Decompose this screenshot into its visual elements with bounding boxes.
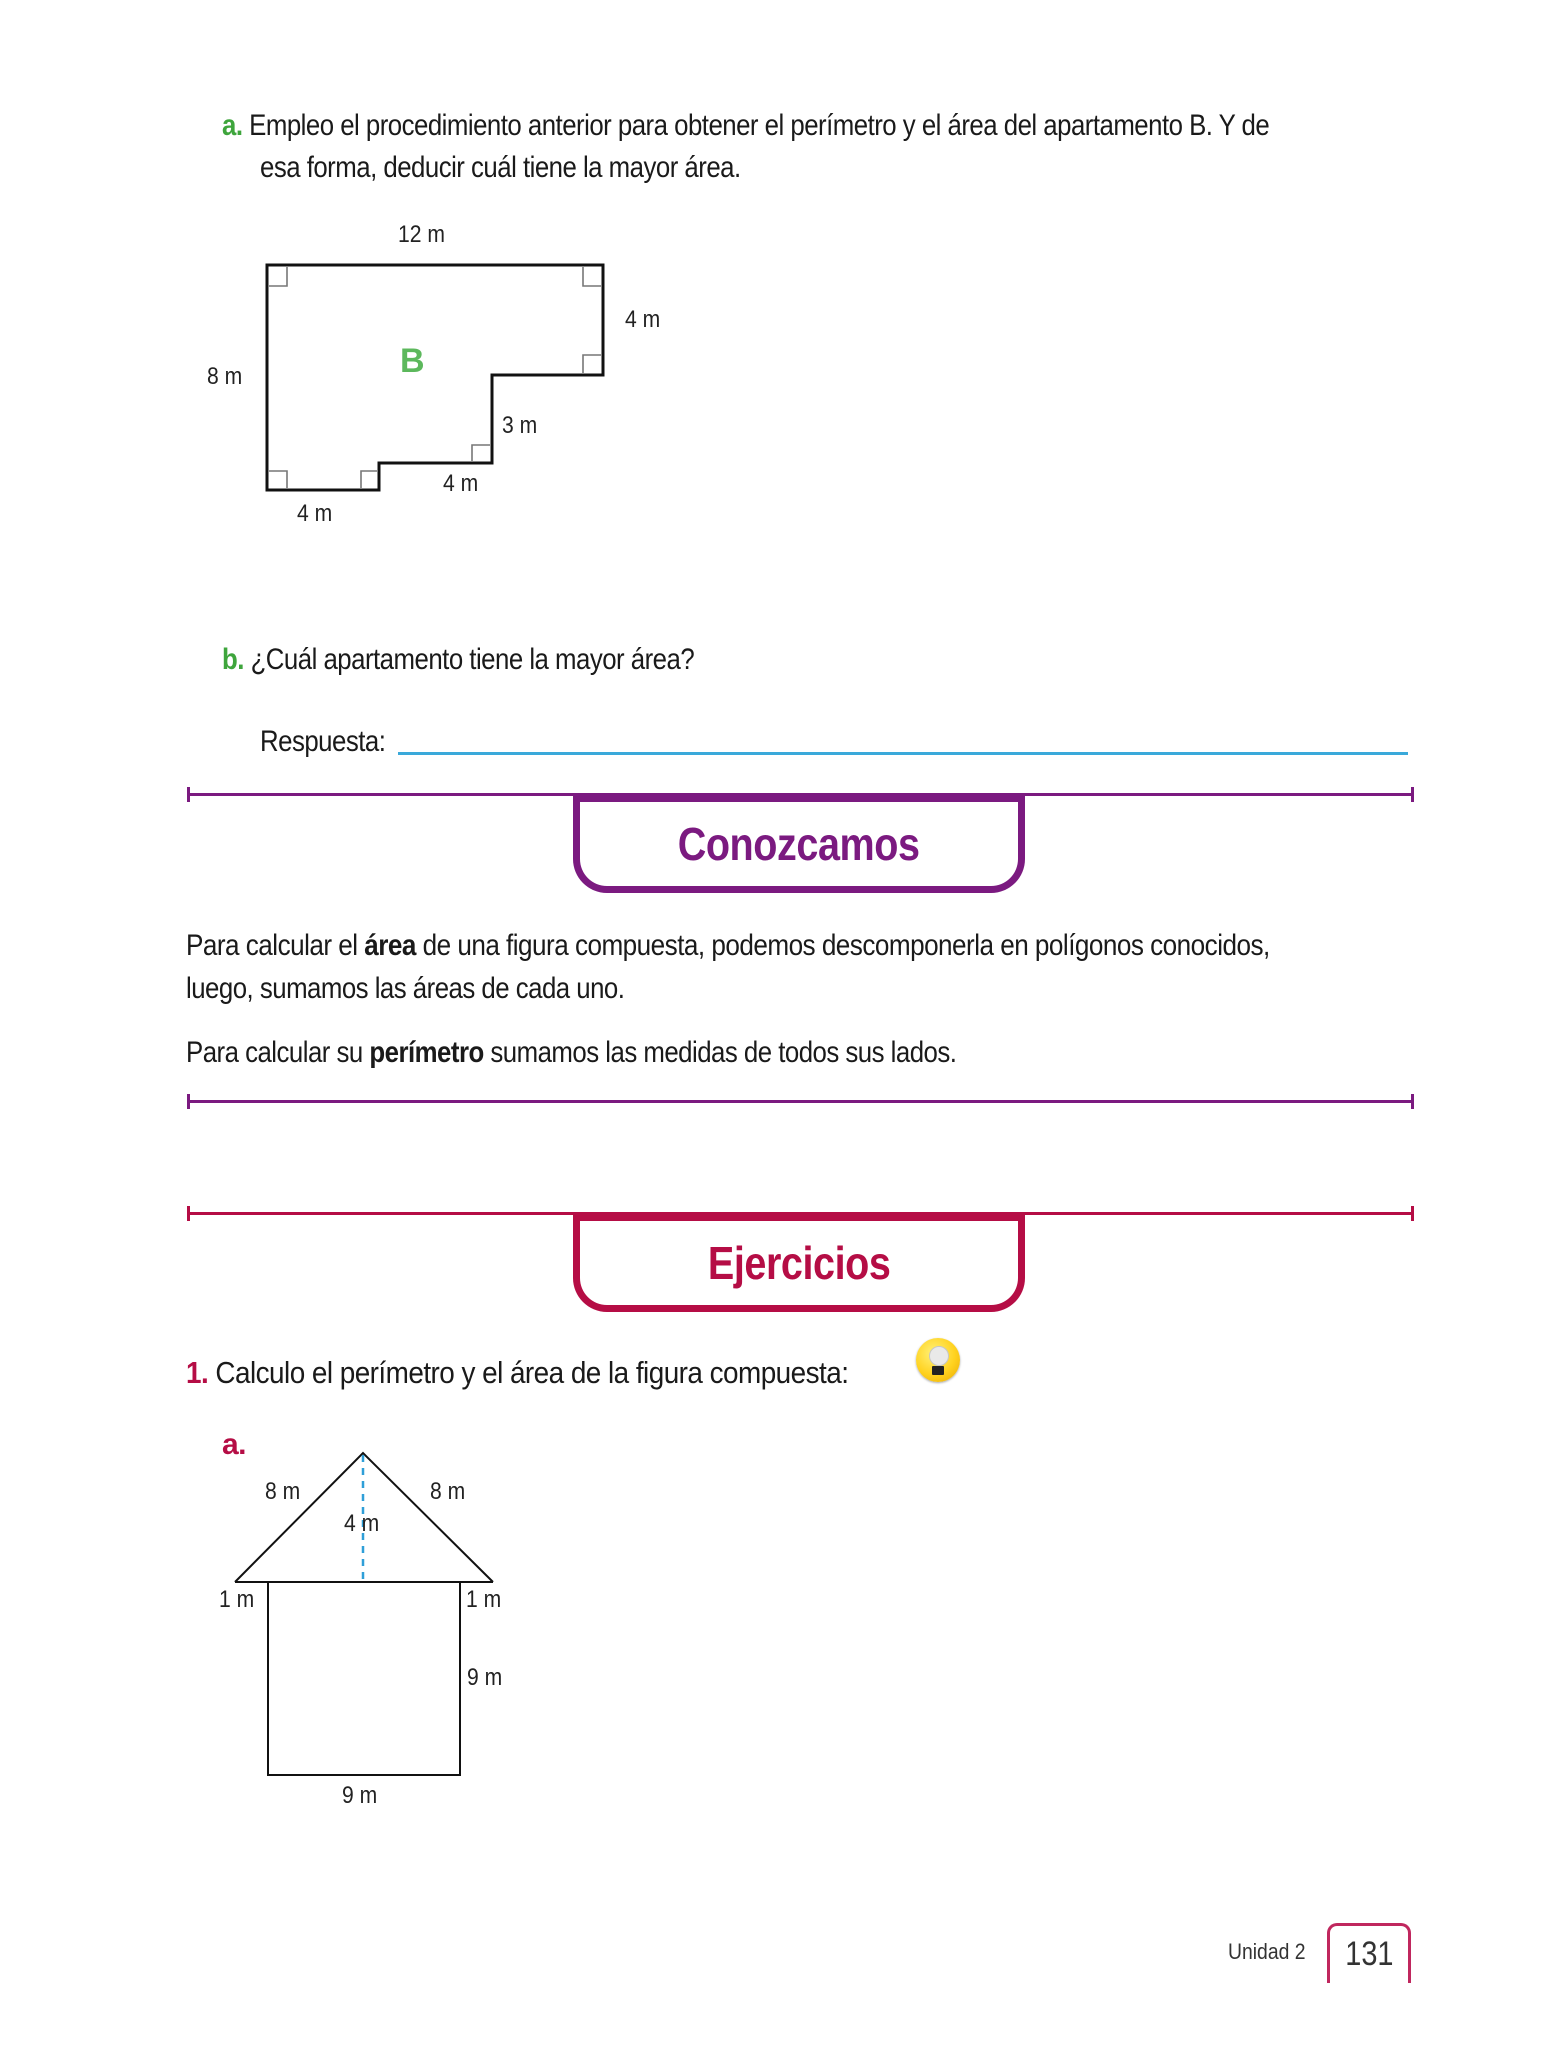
exercise-1-number: 1. (186, 1355, 209, 1390)
house-square-body (268, 1582, 460, 1775)
overhang-right-label: 1 m (466, 1586, 502, 1613)
conozcamos-title: Conozcamos (678, 818, 920, 870)
answer-label: Respuesta: (260, 725, 386, 758)
paragraph2-text-cont: sumamos las medidas de todos sus lados. (483, 1036, 957, 1069)
roof-right-label: 8 m (430, 1478, 466, 1505)
roof-left-label: 8 m (265, 1478, 301, 1505)
exercise-a-text-line2: esa forma, deducir cuál tiene la mayor área. (260, 151, 741, 184)
figure-b-bottom-label: 4 m (297, 500, 333, 527)
page-number: 131 (1344, 1935, 1394, 1973)
ejercicios-title: Ejercicios (707, 1237, 891, 1289)
exercise-1a-marker: a. (222, 1428, 246, 1461)
page-number-tab (1327, 1923, 1411, 1983)
overhang-left-label: 1 m (219, 1586, 255, 1613)
roof-height-label: 4 m (344, 1510, 380, 1537)
paragraph1-text-cont: de una figura compuesta, podemos descomponerla en polígonos conocidos, (415, 929, 1270, 962)
figure-b-left-label: 8 m (207, 363, 243, 390)
wall-right-label: 9 m (467, 1664, 503, 1691)
exercise-b-marker: b. (222, 643, 244, 676)
exercise-a-text-line1: Empleo el procedimiento anterior para obtener el perímetro y el área del apartamento B. Y de (249, 109, 1270, 142)
exercise-1-text: Calculo el perímetro y el área de la figura compuesta: (215, 1355, 849, 1390)
footer-unit: Unidad 2 (1228, 1939, 1306, 1964)
paragraph2-text: Para calcular su (186, 1036, 370, 1069)
exercise-b-question: ¿Cuál apartamento tiene la mayor área? (250, 643, 695, 676)
exercise-a-marker: a. (222, 109, 243, 142)
figure-b-top-label: 12 m (398, 221, 445, 248)
paragraph1-text: Para calcular el (186, 929, 365, 962)
figure-b-step-horizontal-label: 4 m (443, 470, 479, 497)
figure-b-right-label: 4 m (625, 306, 661, 333)
figure-b-name: B (400, 342, 425, 380)
paragraph1-line2-text: luego, sumamos las áreas de cada uno. (186, 972, 625, 1005)
paragraph1-bold-area: área (364, 929, 416, 962)
paragraph2-bold-perimetro: perímetro (369, 1036, 484, 1069)
figure-b-step-vertical-label: 3 m (502, 412, 538, 439)
base-label: 9 m (342, 1782, 378, 1809)
